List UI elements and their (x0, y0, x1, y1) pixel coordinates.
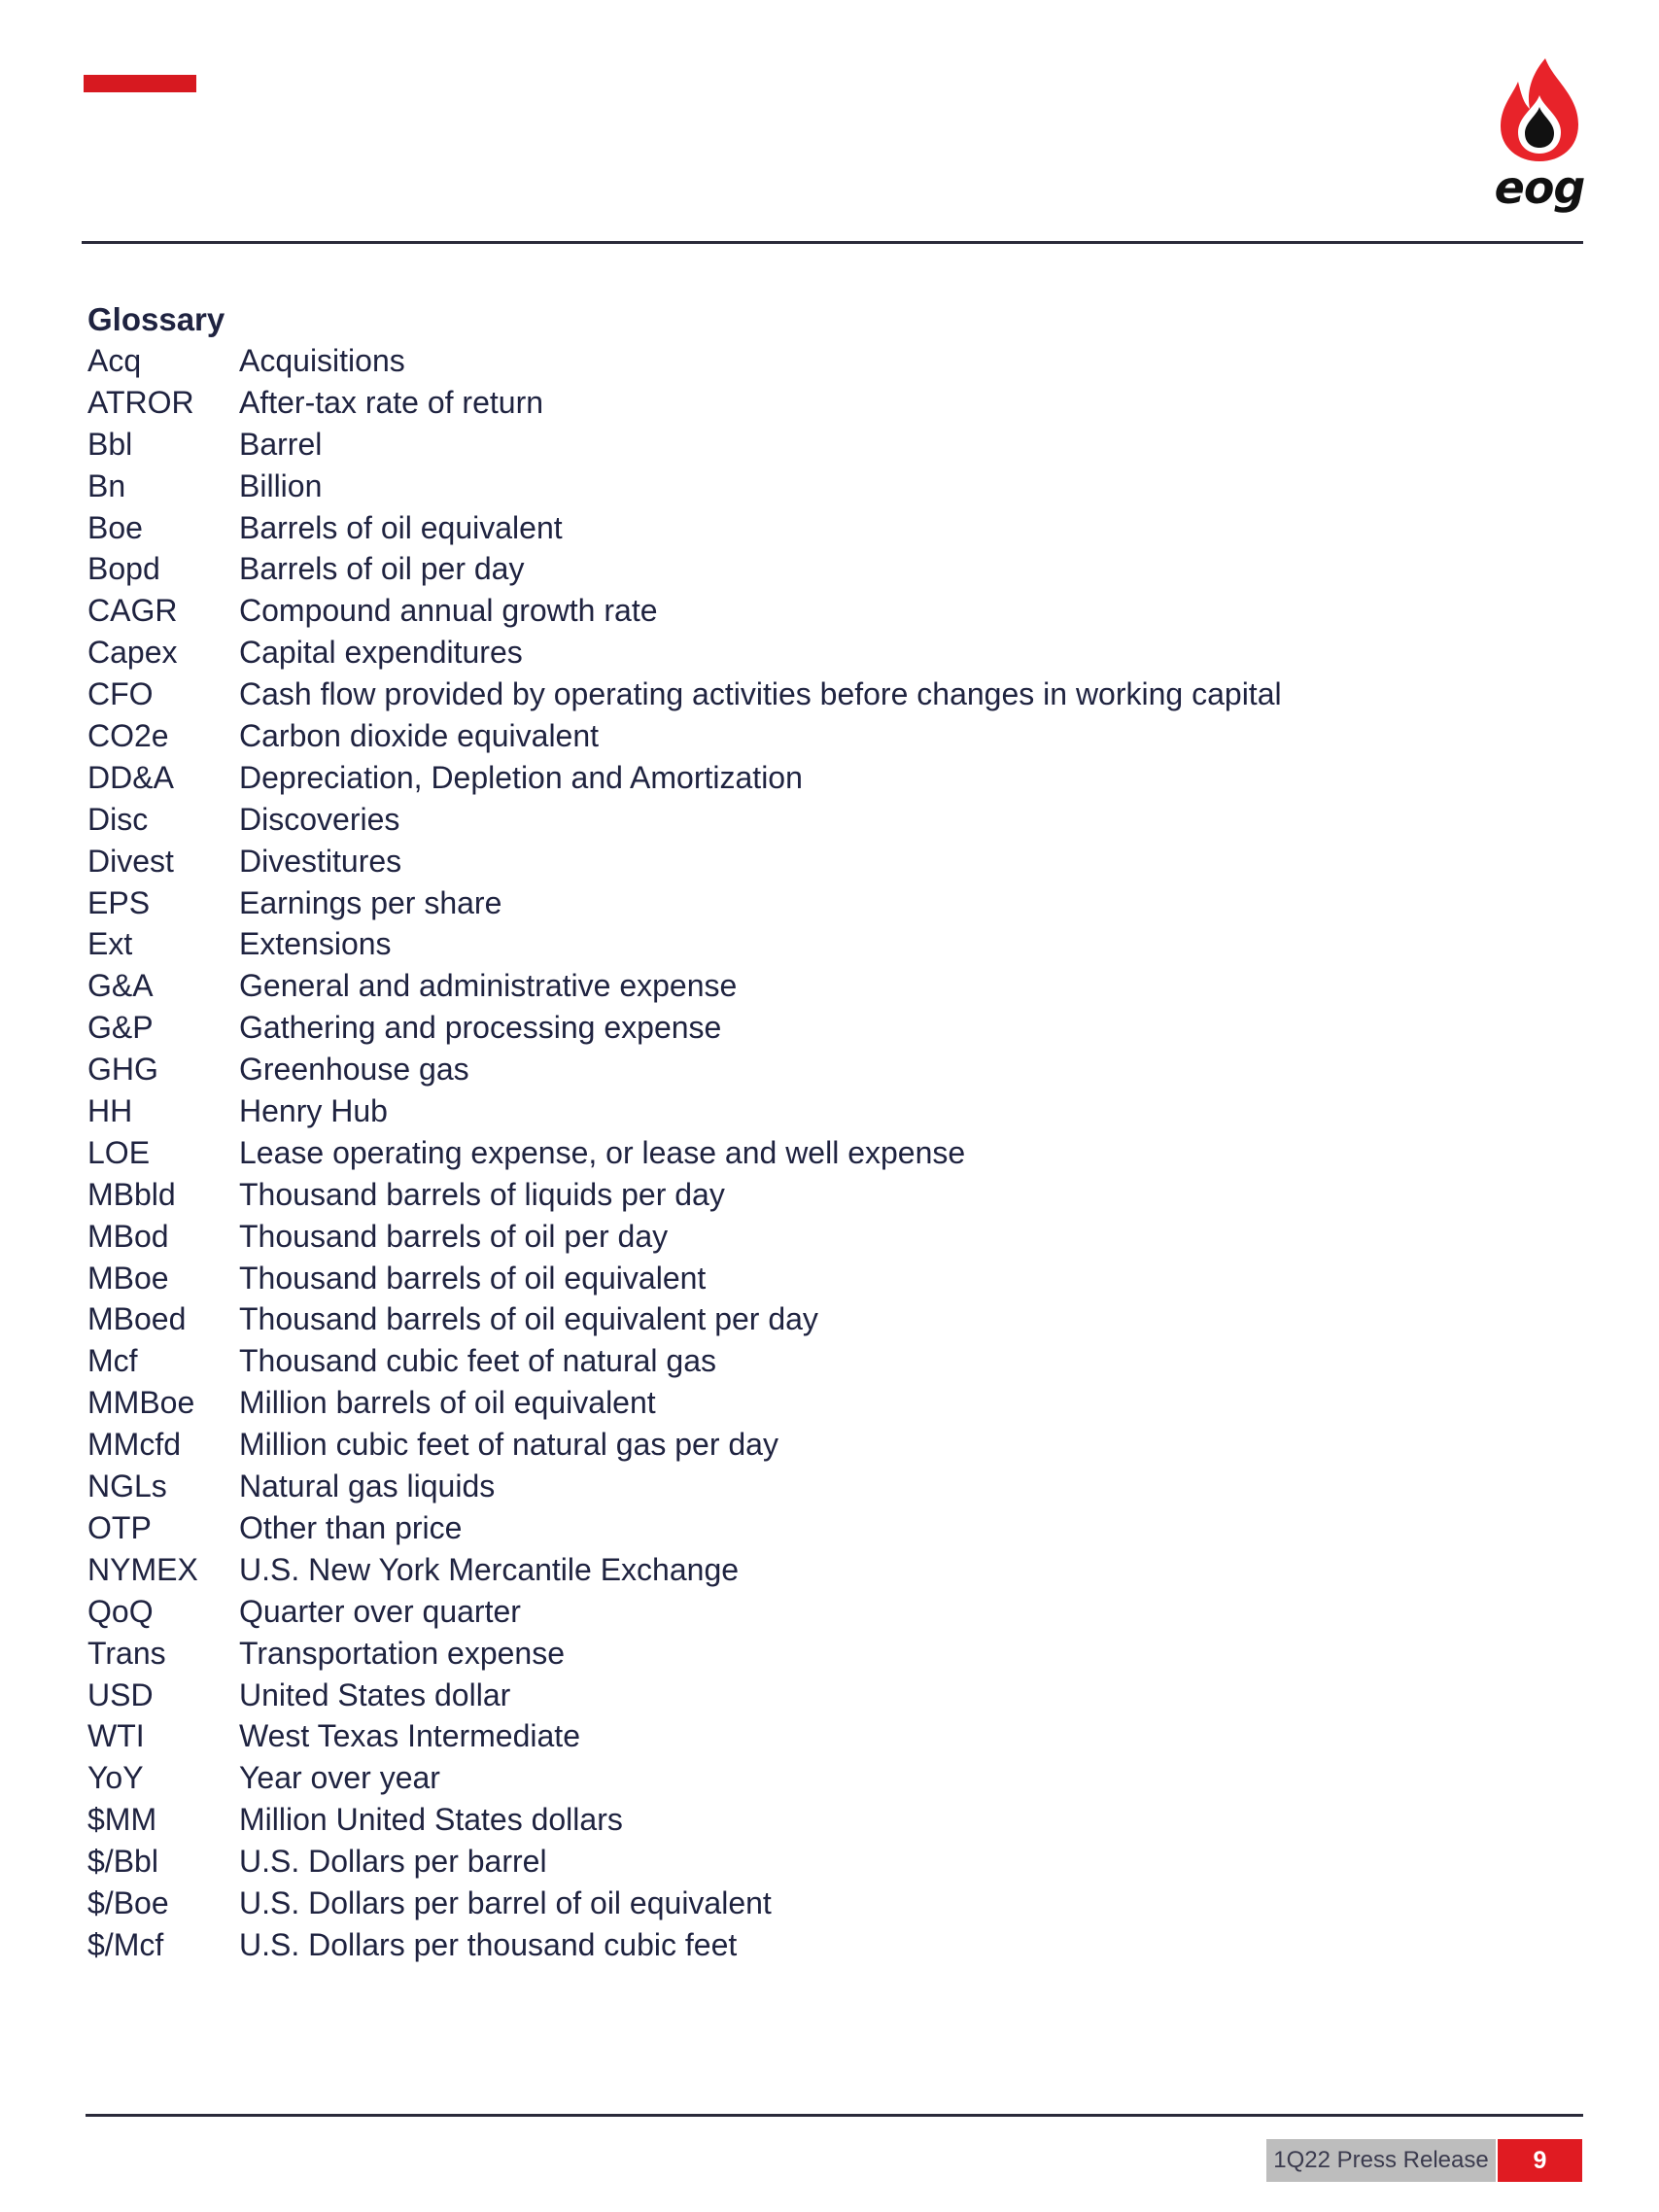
company-logo (1485, 54, 1594, 212)
glossary-definition: Million barrels of oil equivalent (239, 1385, 656, 1421)
glossary-definition: Compound annual growth rate (239, 593, 658, 629)
glossary-term: USD (87, 1676, 154, 1712)
glossary-row (87, 757, 1545, 799)
glossary-term: $MM (87, 1802, 157, 1838)
glossary-term: NYMEX (87, 1551, 198, 1587)
glossary-term: Trans (87, 1635, 166, 1671)
glossary-row (87, 1675, 1545, 1716)
glossary-definition: Million United States dollars (239, 1802, 623, 1838)
glossary-term: MMBoe (87, 1385, 195, 1421)
glossary-row (87, 1049, 1545, 1090)
glossary-list (87, 340, 1545, 1966)
glossary-row (87, 715, 1545, 757)
glossary-row (87, 1549, 1545, 1591)
glossary-row (87, 1507, 1545, 1549)
glossary-definition: Extensions (239, 926, 392, 962)
glossary-row (87, 1799, 1545, 1841)
glossary-row (87, 799, 1545, 841)
glossary-definition: United States dollar (239, 1676, 511, 1712)
glossary-term: CFO (87, 676, 154, 712)
glossary-term: OTP (87, 1509, 152, 1545)
glossary-term: Bopd (87, 551, 160, 587)
glossary-section (87, 298, 1545, 1966)
glossary-definition: Gathering and processing expense (239, 1010, 722, 1046)
glossary-term: Disc (87, 801, 149, 837)
glossary-row (87, 1924, 1545, 1966)
glossary-definition: Divestitures (239, 843, 402, 879)
header-accent-bar (84, 75, 196, 92)
glossary-term: NGLs (87, 1469, 167, 1504)
glossary-term: MBoe (87, 1260, 169, 1296)
glossary-row (87, 1174, 1545, 1216)
logo-wordmark: eog (1494, 161, 1585, 214)
glossary-term: QoQ (87, 1593, 154, 1629)
glossary-row (87, 590, 1545, 632)
glossary-term: CAGR (87, 593, 178, 629)
glossary-definition: Barrels of oil per day (239, 551, 525, 587)
glossary-row (87, 882, 1545, 924)
glossary-row (87, 1883, 1545, 1924)
glossary-title: Glossary (87, 301, 225, 337)
glossary-definition: U.S. New York Mercantile Exchange (239, 1551, 740, 1587)
glossary-row (87, 674, 1545, 715)
glossary-row (87, 507, 1545, 549)
glossary-definition: General and administrative expense (239, 968, 738, 1004)
glossary-term: Capex (87, 635, 178, 671)
glossary-definition: Depreciation, Depletion and Amortization (239, 759, 803, 795)
glossary-term: MBbld (87, 1176, 176, 1212)
glossary-row (87, 1715, 1545, 1757)
glossary-definition: Quarter over quarter (239, 1593, 521, 1629)
glossary-definition: Natural gas liquids (239, 1469, 496, 1504)
glossary-row (87, 965, 1545, 1007)
glossary-row (87, 841, 1545, 882)
header-divider (82, 241, 1583, 244)
glossary-row (87, 632, 1545, 674)
glossary-term: Divest (87, 843, 174, 879)
glossary-row (87, 1841, 1545, 1883)
glossary-term: YoY (87, 1760, 144, 1796)
glossary-row (87, 1132, 1545, 1174)
glossary-definition: Billion (239, 467, 323, 503)
glossary-term: $/Bbl (87, 1844, 158, 1880)
glossary-row (87, 1216, 1545, 1258)
footer-divider (86, 2114, 1583, 2117)
glossary-row (87, 1591, 1545, 1633)
glossary-term: WTI (87, 1718, 145, 1754)
glossary-row (87, 1466, 1545, 1507)
glossary-row (87, 1424, 1545, 1466)
glossary-definition: Cash flow provided by operating activities before changes in working capital (239, 676, 1282, 712)
glossary-term: Boe (87, 509, 143, 545)
glossary-row (87, 1007, 1545, 1049)
glossary-definition: Capital expenditures (239, 635, 523, 671)
glossary-row (87, 1382, 1545, 1424)
glossary-term: G&P (87, 1010, 154, 1046)
glossary-definition: Other than price (239, 1509, 463, 1545)
glossary-row (87, 382, 1545, 424)
glossary-term: G&A (87, 968, 154, 1004)
glossary-definition: U.S. Dollars per barrel of oil equivalent (239, 1884, 772, 1920)
glossary-definition: Henry Hub (239, 1093, 388, 1129)
flame-oil-drop-icon (1485, 54, 1594, 163)
glossary-term: GHG (87, 1052, 158, 1088)
glossary-term: $/Mcf (87, 1926, 164, 1962)
glossary-row (87, 1633, 1545, 1675)
glossary-definition: Discoveries (239, 801, 400, 837)
glossary-term: Bn (87, 467, 126, 503)
glossary-row (87, 424, 1545, 466)
glossary-term: LOE (87, 1134, 151, 1170)
glossary-row (87, 923, 1545, 965)
glossary-term: Mcf (87, 1343, 138, 1379)
glossary-definition: Acquisitions (239, 343, 405, 378)
glossary-row (87, 1340, 1545, 1382)
glossary-term: DD&A (87, 759, 174, 795)
footer-page-number: 9 (1498, 2139, 1582, 2182)
footer-document-label: 1Q22 Press Release (1266, 2139, 1496, 2182)
glossary-row (87, 548, 1545, 590)
glossary-definition: Greenhouse gas (239, 1052, 469, 1088)
glossary-definition: Million cubic feet of natural gas per day (239, 1427, 778, 1463)
glossary-term: Acq (87, 343, 142, 378)
glossary-definition: Thousand barrels of oil equivalent (239, 1260, 707, 1296)
glossary-definition: Barrel (239, 426, 323, 462)
glossary-definition: Carbon dioxide equivalent (239, 718, 600, 754)
glossary-term: MMcfd (87, 1427, 181, 1463)
glossary-definition: Thousand barrels of oil equivalent per day (239, 1301, 818, 1337)
glossary-definition: Thousand barrels of oil per day (239, 1218, 669, 1254)
glossary-row (87, 1298, 1545, 1340)
glossary-term: MBod (87, 1218, 169, 1254)
glossary-definition: U.S. Dollars per thousand cubic feet (239, 1926, 738, 1962)
glossary-definition: Barrels of oil equivalent (239, 509, 563, 545)
glossary-definition: After-tax rate of return (239, 384, 544, 420)
glossary-definition: Transportation expense (239, 1635, 566, 1671)
glossary-term: HH (87, 1093, 133, 1129)
glossary-term: $/Boe (87, 1884, 169, 1920)
glossary-row (87, 340, 1545, 382)
glossary-definition: Thousand barrels of liquids per day (239, 1176, 725, 1212)
glossary-row (87, 1090, 1545, 1132)
glossary-definition: Thousand cubic feet of natural gas (239, 1343, 716, 1379)
glossary-definition: Lease operating expense, or lease and well expense (239, 1134, 966, 1170)
glossary-definition: Earnings per share (239, 884, 502, 920)
glossary-term: Bbl (87, 426, 133, 462)
glossary-term: ATROR (87, 384, 194, 420)
glossary-definition: Year over year (239, 1760, 440, 1796)
glossary-row (87, 1258, 1545, 1299)
glossary-term: EPS (87, 884, 151, 920)
glossary-definition: West Texas Intermediate (239, 1718, 580, 1754)
glossary-row (87, 466, 1545, 507)
glossary-definition: U.S. Dollars per barrel (239, 1844, 547, 1880)
glossary-term: MBoed (87, 1301, 187, 1337)
glossary-term: CO2e (87, 718, 169, 754)
glossary-term: Ext (87, 926, 133, 962)
glossary-row (87, 1757, 1545, 1799)
